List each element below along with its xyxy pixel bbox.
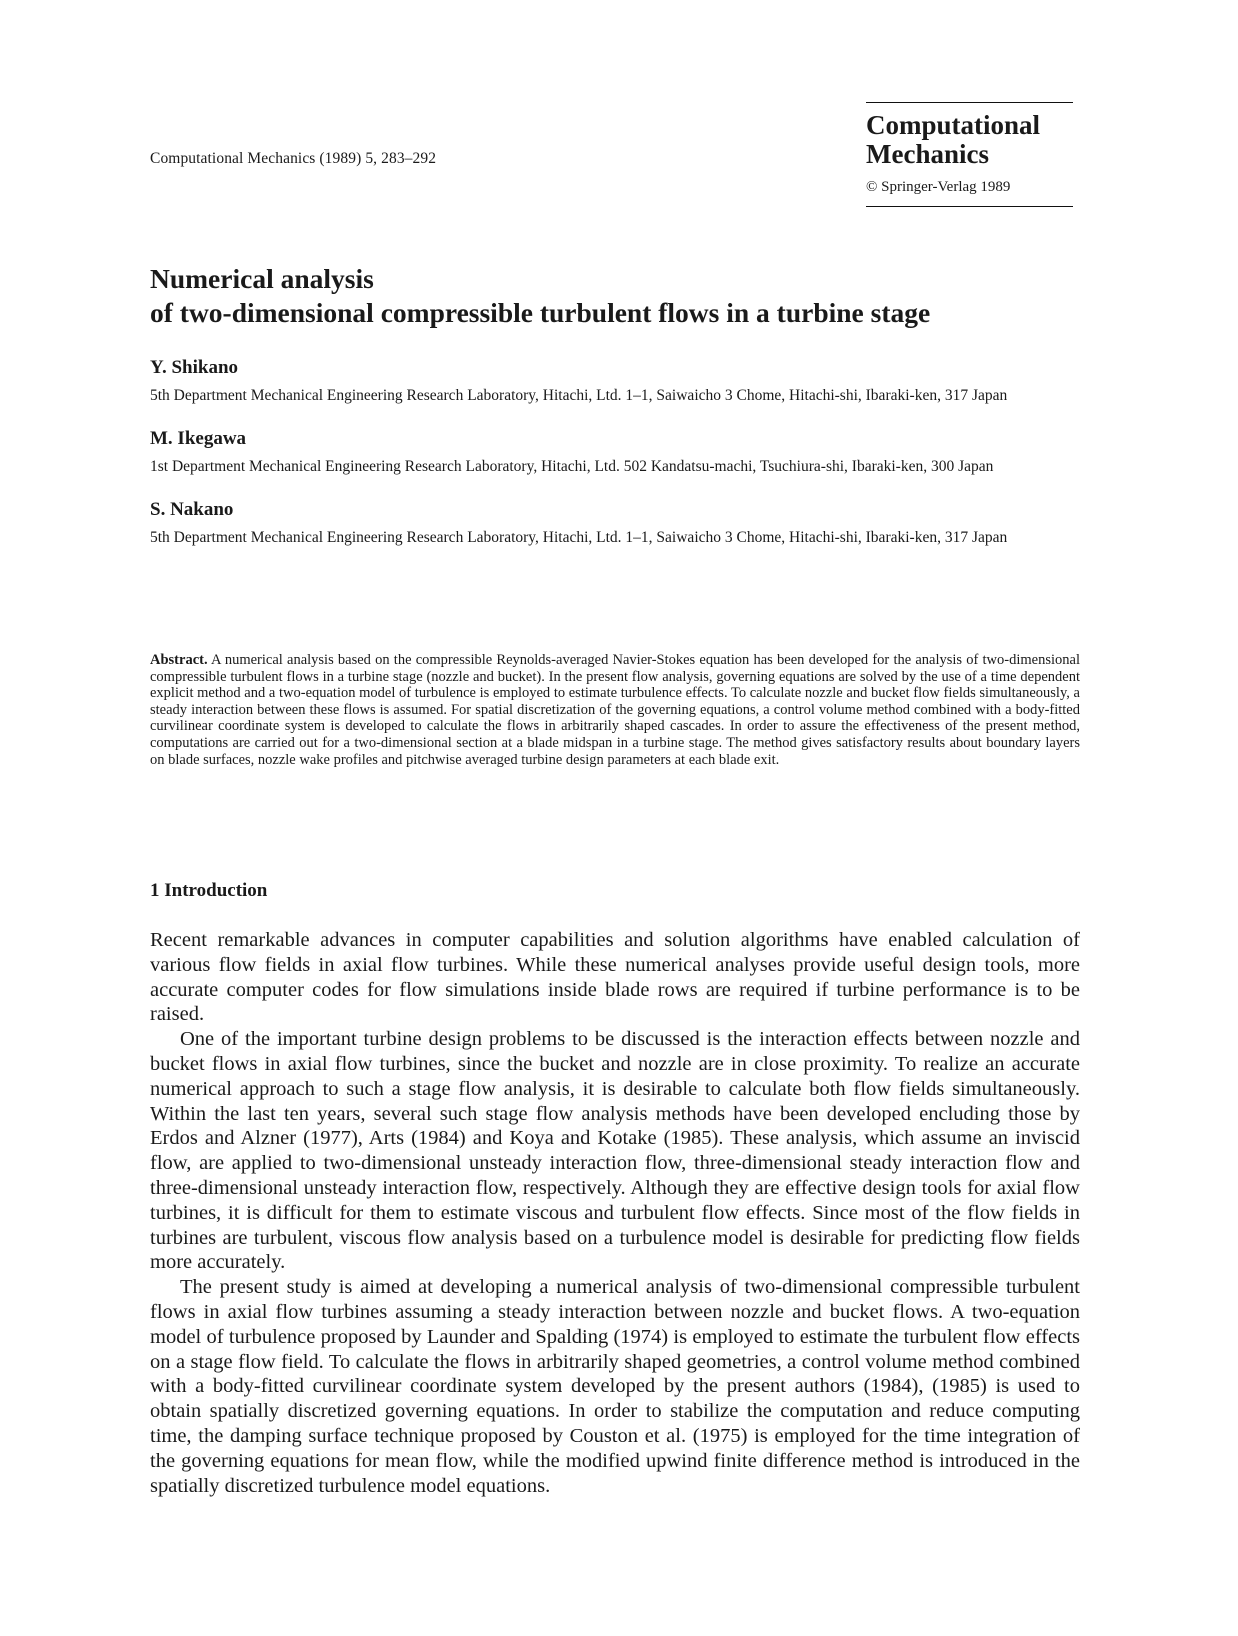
journal-name-line-1: Computational <box>866 110 1041 140</box>
author-name: S. Nakano <box>150 499 234 520</box>
introduction-paragraph: The present study is aimed at developing a numerical analysis of two-dimensional compressible turbulent flows in axial flow turbines assuming a steady interaction between nozzle and bucket flows. A two-equation model of turbulence proposed by Launder and Spalding (1974) is employed to estimate the turbulent flow effects on a stage flow field. To calculate the flows in arbitrarily shaped geometries, a control volume method combined with a body-fitted curvilinear coordinate system developed by the present authors (1984), (1985) is used to obtain spatially discretized governing equations. In order to stabilize the computation and reduce computing time, the damping surface technique proposed by Couston et al. (1975) is employed for the time integration of the governing equations for mean flow, while the modified upwind finite difference method is introduced in the spatially discretized turbulence model equations. <box>150 1276 1080 1497</box>
author-affiliation: 5th Department Mechanical Engineering Research Laboratory, Hitachi, Ltd. 1–1, Saiwaicho 3 Chome, Hitachi-shi, Ibaraki-ken, 317 Japan <box>150 387 1008 404</box>
author-affiliation: 5th Department Mechanical Engineering Research Laboratory, Hitachi, Ltd. 1–1, Saiwaicho 3 Chome, Hitachi-shi, Ibaraki-ken, 317 Japan <box>150 529 1008 546</box>
abstract-label: Abstract. <box>150 652 208 668</box>
copyright-notice: © Springer-Verlag 1989 <box>866 179 1011 195</box>
abstract <box>150 652 1080 768</box>
author-name: Y. Shikano <box>150 357 239 378</box>
author-name: M. Ikegawa <box>150 428 247 449</box>
journal-citation: Computational Mechanics (1989) 5, 283–292 <box>150 150 437 167</box>
author-entry <box>150 427 1080 476</box>
author-entry <box>150 356 1080 405</box>
introduction-paragraph: One of the important turbine design problems to be discussed is the interaction effects between nozzle and bucket flows in axial flow turbines, since the bucket and nozzle are in close proximity. To realize an accurate numerical approach to such a stage flow analysis, it is desirable to calculate both flow fields simultaneously. Within the last ten years, several such stage flow analysis methods have been developed encluding those by Erdos and Alzner (1977), Arts (1984) and Koya and Kotake (1985). These analysis, which assume an inviscid flow, are applied to two-dimensional unsteady interaction flow, three-dimensional steady interaction flow and three-dimensional unsteady interaction flow, respectively. Although they are effective design tools for axial flow turbines, it is difficult for them to estimate viscous and turbulent flow effects. Since most of the flow fields in turbines are turbulent, viscous flow analysis based on a turbulence model is desirable for predicting flow fields more accurately. <box>150 1028 1080 1274</box>
introduction-paragraph: Recent remarkable advances in computer capabilities and solution algorithms have enabled calculation of various flow fields in axial flow turbines. While these numerical analyses provide useful design tools, more accurate computer codes for flow simulations inside blade rows are required if turbine performance is to be raised. <box>150 929 1080 1026</box>
introduction-body <box>150 928 1080 1498</box>
section-heading-introduction: 1 Introduction <box>150 880 268 901</box>
brand-bottom-rule <box>866 206 1073 207</box>
brand-top-rule <box>866 102 1073 103</box>
paper-title <box>150 262 1100 330</box>
abstract-text: A numerical analysis based on the compressible Reynolds-averaged Navier-Stokes equation has been developed for the analysis of two-dimensional compressible turbulent flows in a turbine stage (nozzle and bucket). In the present flow analysis, governing equations are solved by the use of a time dependent explicit method and a two-equation model of turbulence is employed to estimate turbulence effects. To calculate nozzle and bucket flow fields simultaneously, a steady interaction between these flows is assumed. For spatial discretization of the governing equations, a control volume method combined with a body-fitted curvilinear coordinate system is developed to calculate the flows in arbitrarily shaped cascades. In order to assure the effectiveness of the present method, computations are carried out for a two-dimensional section at a blade midspan in a turbine stage. The method gives satisfactory results about boundary layers on blade surfaces, nozzle wake profiles and pitchwise averaged turbine design parameters at each blade exit. <box>150 652 1080 768</box>
author-affiliation: 1st Department Mechanical Engineering Research Laboratory, Hitachi, Ltd. 502 Kandatsu-machi, Tsuchiura-shi, Ibaraki-ken, 300 Japan <box>150 458 994 475</box>
journal-name-line-2: Mechanics <box>866 139 989 169</box>
author-list <box>150 356 1080 569</box>
paper-title-line-2: of two-dimensional compressible turbulent flows in a turbine stage <box>150 297 931 328</box>
paper-title-line-1: Numerical analysis <box>150 263 374 294</box>
author-entry <box>150 498 1080 547</box>
journal-brand-block <box>866 102 1073 207</box>
